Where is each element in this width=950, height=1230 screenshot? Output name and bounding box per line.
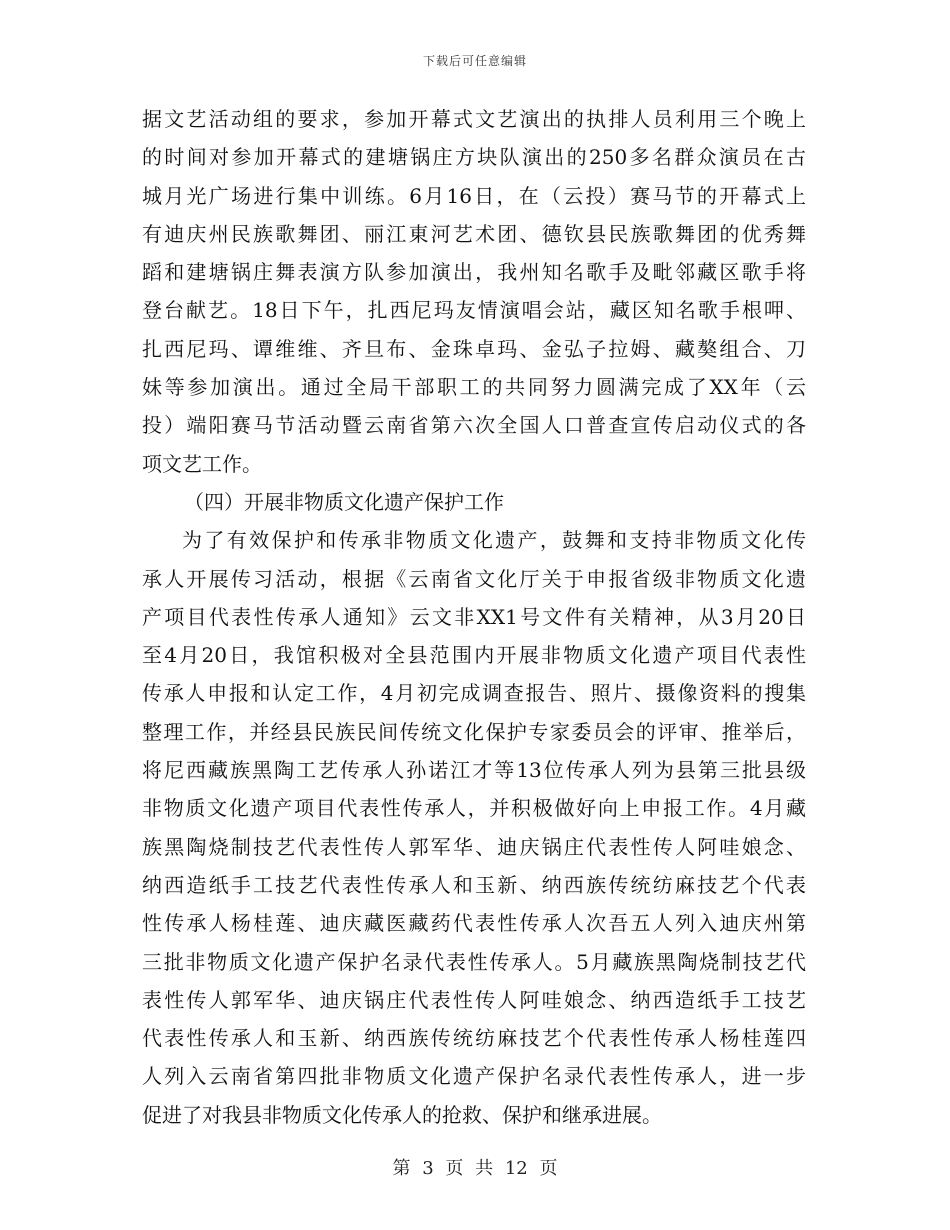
paragraph-line: 妹等参加演出。通过全局干部职工的共同努力圆满完成了XX年（云 xyxy=(142,375,806,400)
paragraph-line: 代表性传承人和玉新、纳西族传统纺麻技艺个代表性传承人杨桂莲四 xyxy=(142,1026,806,1051)
paragraph-line: 为了有效保护和传承非物质文化遗产，鼓舞和支持非物质文化传 xyxy=(182,528,806,553)
paragraph-line: 非物质文化遗产项目代表性传承人，并积极做好向上申报工作。4月藏 xyxy=(142,796,806,821)
paragraph-line: 登台献艺。18日下午，扎西尼玛友情演唱会站，藏区知名歌手根呷、 xyxy=(142,298,806,323)
paragraph-line: 产项目代表性传承人通知》云文非XX1号文件有关精神，从3月20日 xyxy=(142,604,806,629)
paragraph-line: 促进了对我县非物质文化传承人的抢救、保护和继承进展。 xyxy=(142,1102,662,1127)
paragraph-line: 的时间对参加开幕式的建塘锅庄方块队演出的250多名群众演员在古 xyxy=(142,145,806,170)
paragraph-line: 据文艺活动组的要求，参加开幕式文艺演出的执排人员利用三个晚上 xyxy=(142,107,806,131)
page-number-footer: 第 3 页 共 12 页 xyxy=(392,1158,558,1179)
document-body xyxy=(142,100,806,1134)
paragraph-line: 表性传人郭军华、迪庆锅庄代表性传人阿哇娘念、纳西造纸手工技艺 xyxy=(142,987,806,1012)
paragraph-line: 城月光广场进行集中训练。6月16日，在（云投）赛马节的开幕式上 xyxy=(142,183,806,208)
paragraph-line: 蹈和建塘锅庄舞表演方队参加演出，我州知名歌手及毗邻藏区歌手将 xyxy=(142,260,806,285)
paragraph-line: 承人开展传习活动，根据《云南省文化厅关于申报省级非物质文化遗 xyxy=(142,566,806,591)
page-header: 下载后可任意编辑 xyxy=(422,54,527,68)
paragraph-line: 投）端阳赛马节活动暨云南省第六次全国人口普查宣传启动仪式的各 xyxy=(142,413,806,438)
paragraph-line: 将尼西藏族黑陶工艺传承人孙诺江才等13位传承人列为县第三批县级 xyxy=(142,758,806,783)
paragraph-line: 有迪庆州民族歌舞团、丽江東河艺术团、德钦县民族歌舞团的优秀舞 xyxy=(142,221,806,246)
paragraph-line: 性传承人杨桂莲、迪庆藏医藏药代表性传承人次吾五人列入迪庆州第 xyxy=(142,911,806,936)
paragraph-line: 整理工作，并经县民族民间传统文化保护专家委员会的评审、推举后， xyxy=(142,719,806,744)
paragraph-line: 扎西尼玛、谭维维、齐旦布、金珠卓玛、金弘子拉姆、藏獒组合、刀 xyxy=(142,336,806,361)
paragraph-line: 至4月20日，我馆积极对全县范围内开展非物质文化遗产项目代表性 xyxy=(142,643,806,668)
paragraph-line: 纳西造纸手工技艺代表性传承人和玉新、纳西族传统纺麻技艺个代表 xyxy=(142,872,806,897)
paragraph-line: （四）开展非物质文化遗产保护工作 xyxy=(184,489,504,514)
paragraph-line: 三批非物质文化遗产保护名录代表性传承人。5月藏族黑陶烧制技艺代 xyxy=(142,949,806,974)
paragraph-line: 项文艺工作。 xyxy=(142,451,262,476)
paragraph-line: 传承人申报和认定工作，4月初完成调查报告、照片、摄像资料的搜集 xyxy=(142,681,806,706)
paragraph-line: 人列入云南省第四批非物质文化遗产保护名录代表性传承人，进一步 xyxy=(142,1064,806,1089)
paragraph-line: 族黑陶烧制技艺代表性传人郭军华、迪庆锅庄代表性传人阿哇娘念、 xyxy=(142,834,806,859)
